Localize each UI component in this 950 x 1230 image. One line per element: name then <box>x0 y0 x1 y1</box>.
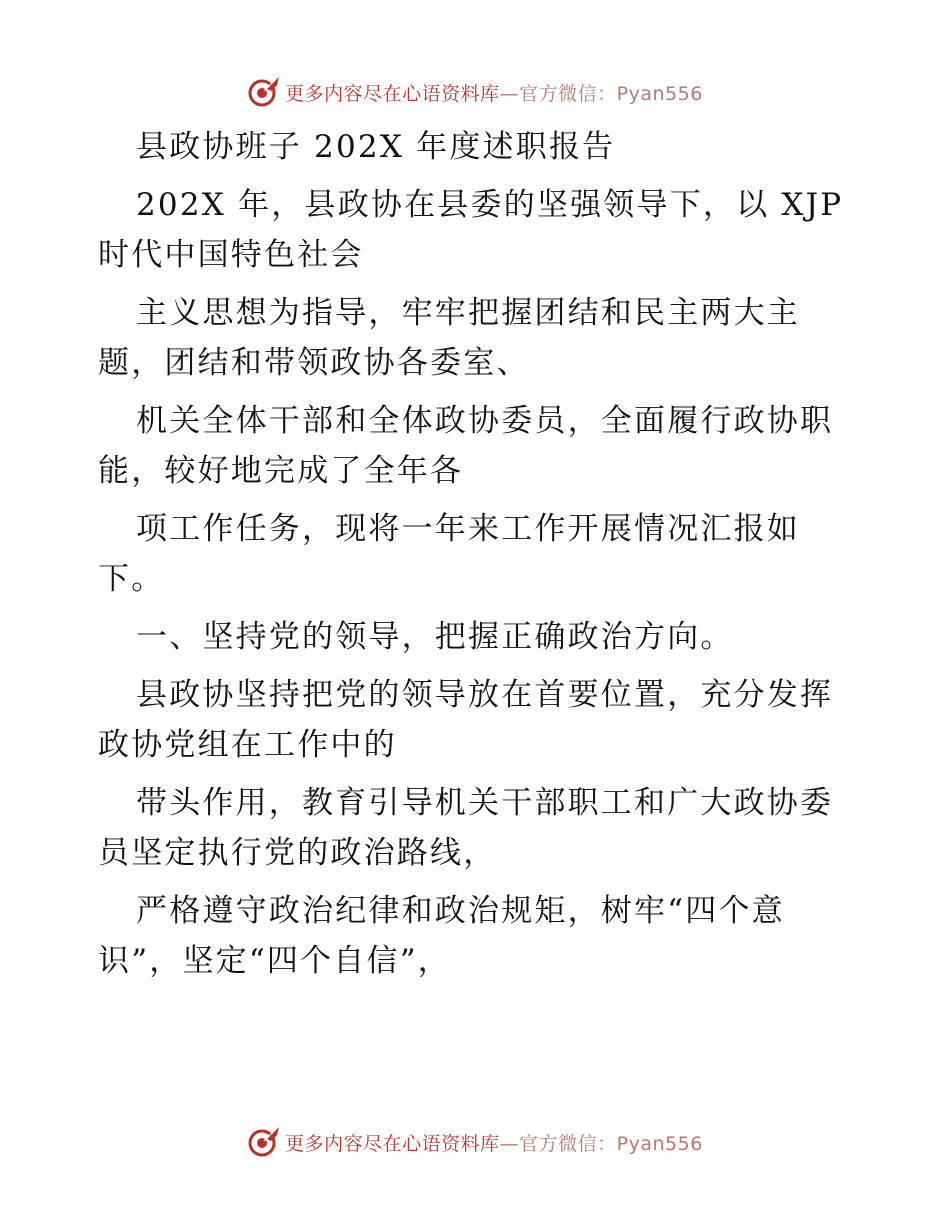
document-body <box>98 122 858 986</box>
paragraph-line: 严格遵守政治纪律和政治规矩，树牢“四个意 <box>136 893 785 929</box>
header-banner-tail: —官方微信：Pyan556 <box>499 82 703 105</box>
quill-logo-icon <box>247 1125 281 1159</box>
header-banner-main: 更多内容尽在心语资料库 <box>285 82 500 105</box>
header-banner <box>0 72 950 112</box>
paragraph-line: 下。 <box>98 561 165 597</box>
paragraph-line: 带头作用，教育引导机关干部职工和广大政协委 <box>136 785 834 821</box>
footer-banner-tail: —官方微信：Pyan556 <box>499 1132 703 1155</box>
section-heading: 一、坚持党的领导，把握正确政治方向。 <box>136 619 734 655</box>
quill-logo-icon <box>247 75 281 109</box>
paragraph-line: 时代中国特色社会 <box>98 237 364 273</box>
paragraph-line: 202X 年，县政协在县委的坚强领导下，以 XJP <box>136 187 844 223</box>
document-title: 县政协班子 202X 年度述职报告 <box>136 129 616 165</box>
paragraph-line: 识”，坚定“四个自信”， <box>98 943 451 979</box>
paragraph-line: 主义思想为指导，牢牢把握团结和民主两大主 <box>136 295 800 331</box>
paragraph-line: 员坚定执行党的政治路线， <box>98 835 497 871</box>
paragraph-line: 项工作任务，现将一年来工作开展情况汇报如 <box>136 511 800 547</box>
paragraph-line: 题，团结和带领政协各委室、 <box>98 345 530 381</box>
footer-banner-main: 更多内容尽在心语资料库 <box>285 1132 500 1155</box>
paragraph-line: 县政协坚持把党的领导放在首要位置，充分发挥 <box>136 677 834 713</box>
paragraph-line: 政协党组在工作中的 <box>98 727 397 763</box>
paragraph-line: 能，较好地完成了全年各 <box>98 453 464 489</box>
footer-banner <box>0 1122 950 1162</box>
paragraph-line: 机关全体干部和全体政协委员，全面履行政协职 <box>136 403 834 439</box>
